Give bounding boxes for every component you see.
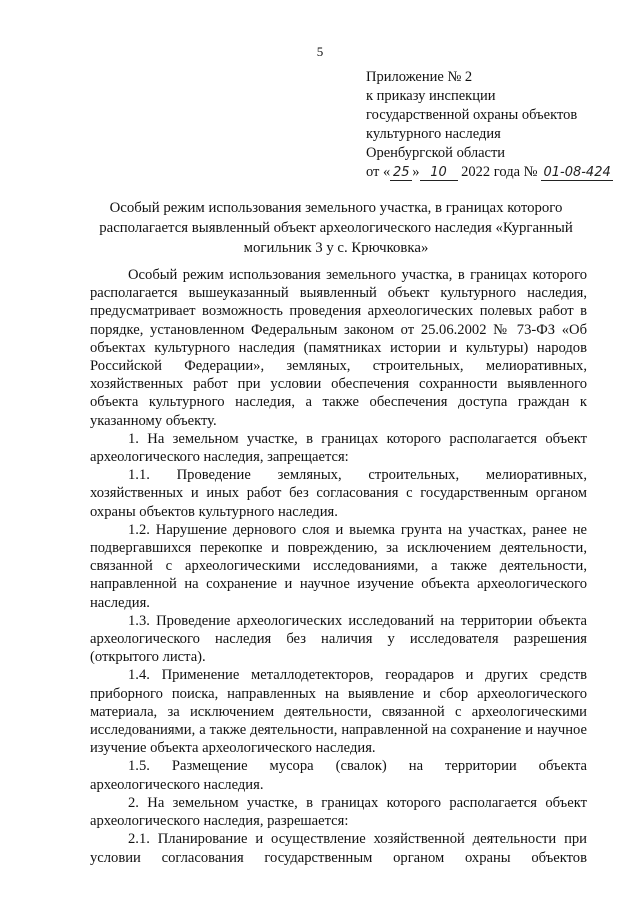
handwritten-day: 25: [390, 165, 412, 181]
document-body: [90, 266, 587, 867]
handwritten-month: 10: [420, 165, 458, 181]
page-number: 5: [316, 44, 324, 59]
item-1-1: 1.1. Проведение земляных, строительных, мелиоративных, хозяйственных и иных работ без согласования с государственным органом охраны объектов культурного наследия.: [90, 467, 587, 520]
appendix-block: [366, 68, 626, 182]
appendix-line: к приказу инспекции: [366, 88, 496, 104]
item-2-1: 2.1. Планирование и осуществление хозяйственной деятельности при условии согласования государственным органом охраны объектов: [90, 831, 587, 866]
date-year: 2022 года №: [457, 164, 542, 180]
item-1-4: 1.4. Применение металлодетекторов, георадаров и других средств приборного поиска, направленных на выявление и сбор археологического материала, за исключением деятельности, связанной с археологическими исследованиями, а также деятельности, направленной на сохранение и научное изучение объекта археологического наследия.: [90, 667, 587, 757]
appendix-date-line: [366, 163, 626, 182]
item-1-5: 1.5. Размещение мусора (свалок) на территории объекта археологического наследия.: [90, 758, 587, 793]
item-2: 2. На земельном участке, в границах которого располагается объект археологического наследия, разрешается:: [90, 794, 587, 830]
date-close-quote: »: [412, 164, 420, 180]
date-prefix: от «: [366, 164, 391, 180]
item-1: 1. На земельном участке, в границах которого располагается объект археологического наследия, запрещается:: [90, 430, 587, 466]
appendix-line: государственной охраны объектов: [366, 107, 578, 123]
intro-paragraph: Особый режим использования земельного участка, в границах которого располагается вышеуказанный выявленный объект культурного наследия, предусматривает возможность проведения археологических полевых работ в порядке, установленном Федеральным законом от 25.06.2002 № 73-ФЗ «Об объектах культурного наследия (памятниках истории и культуры) народов Российской Федерации», земляных, строительных, мелиоративных, хозяйственных работ при условии обеспечения сохранности выявленного объекта культурного наследия, а также обеспечения доступа граждан к указанному объекту.: [90, 267, 587, 429]
appendix-line: Оренбургской области: [366, 145, 506, 161]
item-1-2: 1.2. Нарушение дернового слоя и выемка грунта на участках, ранее не подвергавшихся перекопке и повреждению, за исключением деятельности, связанной с археологическими исследованиями, а также деятельности, направленной на сохранение и научное изучение объекта археологического наследия.: [90, 521, 587, 611]
handwritten-doc-number: 01-08-424: [541, 165, 613, 181]
document-title: Особый режим использования земельного участка, в границах которого располагается выявленный объект археологического наследия «Курганный могильник 3 у с. Крючковка»: [99, 200, 573, 256]
item-1-3: 1.3. Проведение археологических исследований на территории объекта археологического наследия без наличия у исследователя разрешения (открытого листа).: [90, 612, 587, 666]
appendix-line: Приложение № 2: [366, 69, 473, 85]
appendix-line: культурного наследия: [366, 126, 501, 142]
